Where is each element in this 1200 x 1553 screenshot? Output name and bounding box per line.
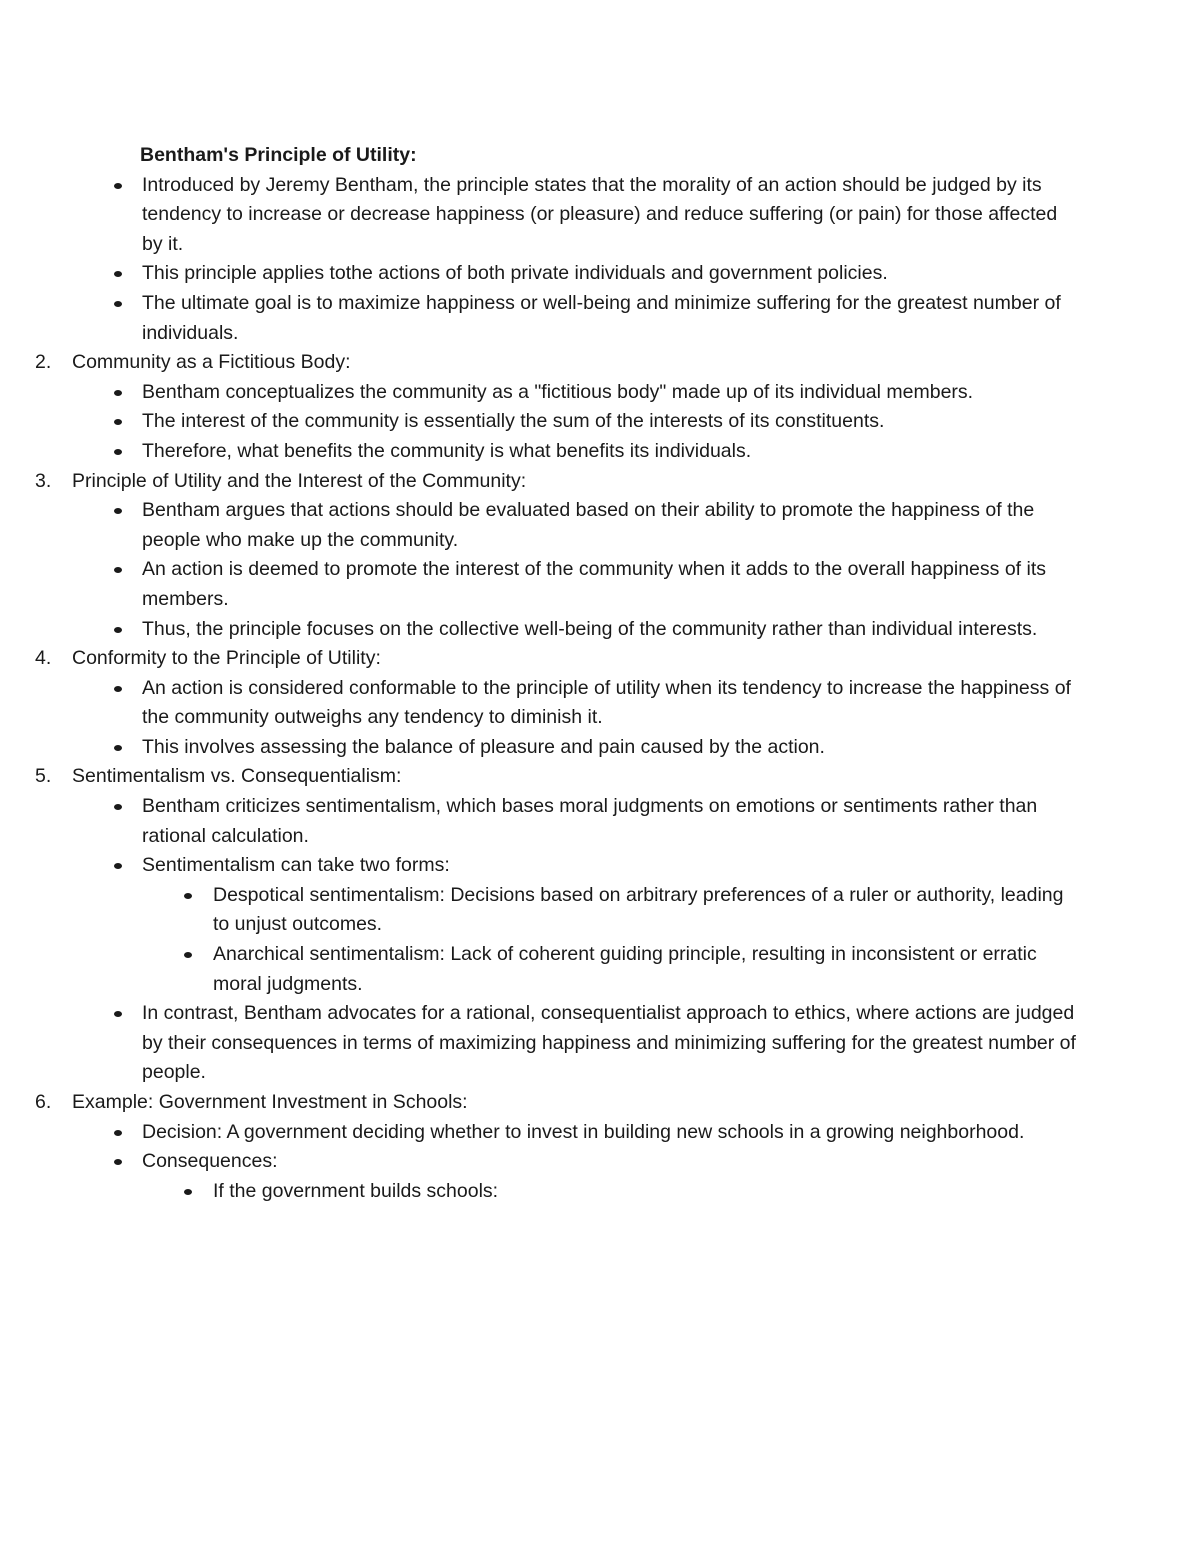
- bullet-icon: [184, 952, 192, 958]
- item-number: 4.: [35, 647, 52, 670]
- bullet-icon: [114, 1130, 122, 1136]
- item-number: 3.: [35, 469, 52, 492]
- section-title: Example: Government Investment in Schools:: [72, 1091, 468, 1113]
- bullet-icon: [114, 419, 122, 425]
- numbered-item-2: [0, 348, 1080, 378]
- item-number: 6.: [35, 1091, 52, 1113]
- section-title: Community as a Fictitious Body:: [72, 351, 351, 374]
- bullet-icon: [114, 390, 122, 396]
- document-heading: Bentham's Principle of Utility:: [140, 144, 417, 166]
- list-item: Bentham conceptualizes the community as a "fictitious body" made up of its individual members.: [0, 378, 1080, 408]
- item-number: 2.: [35, 351, 52, 374]
- list-item: Consequences:: [0, 1147, 1080, 1177]
- list-item: Bentham criticizes sentimentalism, which bases moral judgments on emotions or sentiments rather than rational calculation.: [0, 792, 1080, 851]
- bullet-icon: [114, 1011, 122, 1017]
- list-item: Sentimentalism can take two forms:: [0, 851, 1080, 881]
- list-item: Bentham argues that actions should be evaluated based on their ability to promote the happiness of the people who make up the community.: [0, 496, 1080, 555]
- section-title: Principle of Utility and the Interest of the Community:: [72, 469, 527, 492]
- bullet-icon: [114, 508, 122, 514]
- list-item: In contrast, Bentham advocates for a rational, consequentialist approach to ethics, where actions are judged by their consequences in terms of maximizing happiness and minimizing suffering for the greatest number of people.: [0, 999, 1080, 1088]
- list-item: Decision: A government deciding whether to invest in building new schools in a growing neighborhood.: [0, 1118, 1080, 1148]
- bullet-icon: [114, 804, 122, 810]
- numbered-item-4: [0, 644, 1080, 674]
- sub-list-item: Despotical sentimentalism: Decisions based on arbitrary preferences of a ruler or authority, leading to unjust outcomes.: [0, 881, 1080, 940]
- bullet-icon: [114, 301, 122, 307]
- numbered-item-5: [0, 762, 1080, 792]
- bullet-icon: [114, 1159, 122, 1165]
- bullet-icon: [114, 863, 122, 869]
- section-title: Sentimentalism vs. Consequentialism:: [72, 765, 402, 788]
- bullet-icon: [114, 627, 122, 633]
- item-number: 5.: [35, 765, 52, 788]
- sub-list-item: Anarchical sentimentalism: Lack of coherent guiding principle, resulting in inconsistent or erratic moral judgments.: [0, 940, 1080, 999]
- list-item: Introduced by Jeremy Bentham, the principle states that the morality of an action should be judged by its tendency to increase or decrease happiness (or pleasure) and reduce suffering (or pain) for those affected by it.: [0, 171, 1080, 260]
- bullet-icon: [114, 271, 122, 277]
- list-item: The ultimate goal is to maximize happiness or well-being and minimize suffering for the greatest number of individuals.: [0, 289, 1080, 348]
- bullet-icon: [114, 449, 122, 455]
- list-item: Thus, the principle focuses on the collective well-being of the community rather than individual interests.: [0, 615, 1080, 645]
- list-item: This involves assessing the balance of pleasure and pain caused by the action.: [0, 733, 1080, 763]
- numbered-item-3: [0, 467, 1080, 497]
- numbered-item-6: [0, 1088, 1080, 1118]
- bullet-icon: [184, 893, 192, 899]
- list-item: The interest of the community is essentially the sum of the interests of its constituents.: [0, 407, 1080, 437]
- sub-list-item: If the government builds schools:: [0, 1177, 1080, 1207]
- bullet-icon: [114, 686, 122, 692]
- bullet-icon: [114, 745, 122, 751]
- bullet-icon: [114, 567, 122, 573]
- section-title: Conformity to the Principle of Utility:: [72, 647, 381, 670]
- list-item: An action is considered conformable to the principle of utility when its tendency to increase the happiness of the community outweighs any tendency to diminish it.: [0, 674, 1080, 733]
- list-item: This principle applies tothe actions of both private individuals and government policies.: [0, 259, 1080, 289]
- bullet-icon: [184, 1189, 192, 1195]
- list-item: Therefore, what benefits the community is what benefits its individuals.: [0, 437, 1080, 467]
- list-item: An action is deemed to promote the interest of the community when it adds to the overall happiness of its members.: [0, 555, 1080, 614]
- document-body: [35, 141, 1080, 1206]
- bullet-icon: [114, 183, 122, 189]
